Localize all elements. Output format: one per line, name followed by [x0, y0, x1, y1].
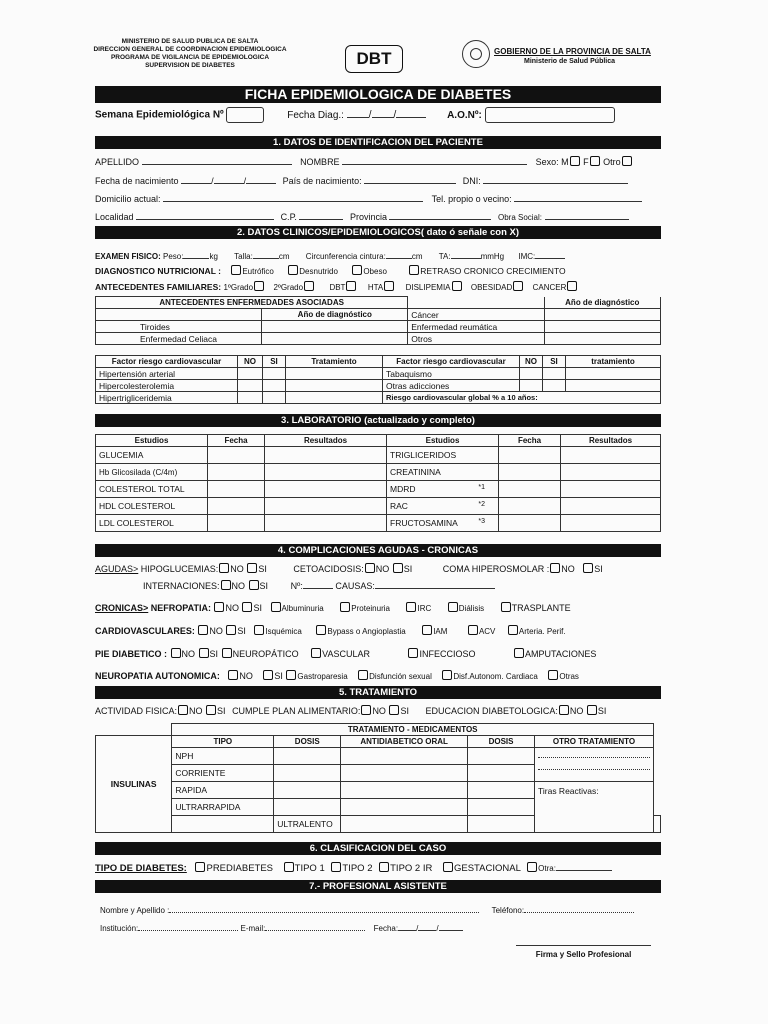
isquemica-label: Isquémica [265, 627, 302, 636]
antec-label: ANTECEDENTES FAMILIARES: [95, 282, 222, 292]
otras-label: Otras [559, 672, 579, 681]
otra-field[interactable] [556, 861, 612, 871]
bypass-checkbox[interactable] [316, 625, 326, 635]
no-label: NO [231, 581, 246, 591]
eutrofico-checkbox[interactable] [231, 265, 241, 275]
antec-anio-cell[interactable] [544, 321, 660, 333]
disfuncion-label: Disfunción sexual [369, 672, 432, 681]
si-label: SI [597, 706, 607, 716]
header-line: SUPERVISION DE DIABETES [145, 62, 235, 69]
ceto-si-checkbox[interactable] [393, 563, 403, 573]
cardio-si-checkbox[interactable] [226, 625, 236, 635]
antec-left-item: Tiroides [96, 321, 262, 333]
section2-title: 2. DATOS CLINICOS/EPIDEMIOLOGICOS( dato ó señale con X) [95, 226, 661, 239]
cronicas-label: CRONICAS> [95, 603, 149, 613]
retraso-label: RETRASO CRONICO [420, 266, 504, 276]
iam-label: IAM [433, 627, 448, 636]
peso-label: Peso: [163, 252, 184, 261]
diag-nut-label: DIAGNOSTICO NUTRICIONAL : [95, 266, 221, 276]
no-label: NO [225, 603, 239, 613]
sexo-f-checkbox[interactable] [590, 156, 600, 166]
antec-left-item: Enfermedad Celiaca [96, 333, 262, 345]
otro-trat-lines[interactable] [535, 747, 654, 781]
lab-right-study: MDRD *1 [387, 481, 499, 498]
section3-title: 3. LABORATORIO (actualizado y completo) [95, 414, 661, 427]
imc-field[interactable] [535, 249, 565, 259]
amputaciones-checkbox[interactable] [514, 648, 524, 658]
obesidad-checkbox[interactable] [513, 281, 523, 291]
prof-email-label: E-mail: [240, 924, 266, 933]
apellido-field[interactable] [142, 155, 292, 165]
circ-label: Circunferencia cintura: [305, 252, 386, 261]
no-label: NO [189, 706, 203, 716]
province-seal-icon [462, 40, 490, 68]
circ-field[interactable] [386, 249, 412, 259]
s4-row-internaciones [143, 579, 643, 591]
riesgo-head: NO [520, 356, 543, 368]
insulina-type: NPH [172, 747, 274, 764]
section1-title: 1. DATOS DE IDENTIFICACION DEL PACIENTE [95, 136, 661, 149]
no-label: NO [230, 564, 244, 574]
trat-head: TRATAMIENTO - MEDICAMENTOS [172, 724, 654, 736]
antec-right-item: Otros [408, 333, 544, 345]
si-label: SI [400, 706, 409, 716]
dislipemia-checkbox[interactable] [452, 281, 462, 291]
ao-label: A.O.Nº: [447, 109, 482, 121]
pais-label: País de nacimiento: [282, 176, 362, 186]
si-label: SI [253, 603, 262, 613]
antec-anio-cell[interactable] [262, 321, 408, 333]
no-label: NO [372, 706, 386, 716]
gastroparesia-checkbox[interactable] [286, 670, 296, 680]
plan-si-checkbox[interactable] [389, 705, 399, 715]
tipo2ir-label: TIPO 2 IR [390, 863, 433, 874]
act-no-checkbox[interactable] [178, 705, 188, 715]
disfaut-label: Disf.Autonom. Cardiaca [453, 672, 538, 681]
ta-field[interactable] [451, 249, 481, 259]
prof-inst-label: Institución: [100, 924, 139, 933]
trat-col: DOSIS [468, 735, 535, 747]
riesgo-left-item: Hipertrigliceridemia [96, 392, 238, 404]
coma-label: COMA HIPEROSMOLAR : [442, 564, 550, 574]
desnutrido-label: Desnutrido [299, 267, 338, 276]
si-label: SI [274, 671, 283, 681]
grado2-label: 2ºGrado [273, 283, 304, 292]
nefro-label: NEFROPATIA: [150, 603, 211, 613]
tel-field[interactable] [514, 192, 642, 202]
retraso-checkbox[interactable] [409, 265, 419, 275]
si-label: SI [259, 581, 269, 591]
prediabetes-label: PREDIABETES [206, 863, 274, 874]
hta-checkbox[interactable] [384, 281, 394, 291]
obra-social-field[interactable] [545, 210, 629, 220]
s7-row-inst: Institución: E-mail: Fecha: / / [100, 921, 660, 933]
prof-email-field[interactable] [265, 921, 365, 931]
lab-head: Fecha [208, 435, 265, 447]
hipo-no-checkbox[interactable] [219, 563, 229, 573]
fecha-nac-day[interactable] [181, 174, 211, 184]
tipo2ir-checkbox[interactable] [379, 862, 389, 872]
cardio-label: CARDIOVASCULARES: [95, 626, 195, 636]
s4-row-agudas [95, 563, 661, 574]
cm-unit: cm [278, 252, 290, 261]
antec-anio-cell[interactable] [262, 333, 408, 345]
semana-field[interactable] [226, 107, 264, 123]
gastroparesia-label: Gastroparesia [297, 672, 348, 681]
domicilio-field[interactable] [163, 192, 423, 202]
lab-left-study: LDL COLESTEROL [96, 515, 208, 532]
prof-fecha-year[interactable] [439, 921, 463, 931]
no-label: NO [209, 626, 223, 636]
provincia-field[interactable] [389, 210, 491, 220]
gestacional-checkbox[interactable] [443, 862, 453, 872]
pie-no-checkbox[interactable] [171, 648, 181, 658]
tipo1-label: TIPO 1 [294, 863, 325, 874]
s1-row-localidad [95, 210, 661, 222]
s4-row-neuroaut [95, 670, 661, 681]
coma-no-checkbox[interactable] [550, 563, 560, 573]
riesgo-right-item: Tabaquismo [383, 368, 520, 380]
acv-label: ACV [478, 627, 496, 636]
infeccioso-label: INFECCIOSO [419, 649, 476, 659]
pie-si-checkbox[interactable] [199, 648, 209, 658]
prof-inst-field[interactable] [138, 921, 238, 931]
tratamiento-table [95, 723, 661, 833]
pie-label: PIE DIABETICO : [95, 649, 168, 659]
educ-no-checkbox[interactable] [559, 705, 569, 715]
fecha-nac-year[interactable] [246, 174, 276, 184]
riesgo-head: SI [263, 356, 286, 368]
prof-nombre-label: Nombre y Apellido : [100, 906, 170, 915]
lab-left-study: Hb Glicosilada (C/4m) [96, 464, 208, 481]
obesidad-label: OBESIDAD [470, 283, 513, 292]
s5-row-actividad [95, 705, 661, 716]
s2-row-nutricional [95, 265, 661, 276]
insulina-type: RAPIDA [172, 781, 274, 798]
hipo-si-checkbox[interactable] [247, 563, 257, 573]
riesgo-head: tratamiento [566, 356, 661, 368]
apellido-label: APELLIDO [95, 157, 140, 167]
localidad-field[interactable] [136, 210, 274, 220]
neuroaut-no-checkbox[interactable] [228, 670, 238, 680]
plan-label: CUMPLE PLAN ALIMENTARIO: [232, 706, 361, 716]
coma-si-checkbox[interactable] [583, 563, 593, 573]
proteinuria-checkbox[interactable] [340, 602, 350, 612]
insulinas-label: INSULINAS [96, 735, 172, 832]
prediabetes-checkbox[interactable] [195, 862, 205, 872]
s4-row-nefropatia [95, 602, 661, 613]
no-label: NO [181, 649, 196, 659]
intern-si-checkbox[interactable] [249, 580, 259, 590]
government-header [494, 47, 651, 67]
dni-label: DNI: [462, 176, 481, 186]
mmhg-unit: mmHg [480, 252, 505, 261]
domicilio-label: Domicilio actual: [95, 194, 161, 204]
educ-si-checkbox[interactable] [587, 705, 597, 715]
riesgo-global: Riesgo cardiovascular global % a 10 años: [383, 392, 661, 404]
trasplante-checkbox[interactable] [501, 602, 511, 612]
prof-nombre-field[interactable] [169, 903, 479, 913]
form-title: FICHA EPIDEMIOLOGICA DE DIABETES [95, 86, 661, 103]
riesgo-left-item: Hipercolesterolemia [96, 380, 238, 392]
lab-right-study: TRIGLICERIDOS [387, 447, 499, 464]
antec-table-head: ANTECEDENTES ENFERMEDADES ASOCIADAS [96, 297, 408, 309]
nefro-si-checkbox[interactable] [242, 602, 252, 612]
sexo-m-checkbox[interactable] [570, 156, 580, 166]
localidad-label: Localidad [95, 212, 134, 222]
cp-field[interactable] [299, 210, 343, 220]
section7-title: 7.- PROFESIONAL ASISTENTE [95, 880, 661, 893]
s1-row-domicilio [95, 192, 661, 204]
nro-label: Nº: [290, 581, 303, 591]
irc-checkbox[interactable] [406, 602, 416, 612]
tiras-label: Tiras Reactivas: [535, 781, 654, 832]
lab-head: Resultados [265, 435, 387, 447]
plan-no-checkbox[interactable] [361, 705, 371, 715]
ceto-label: CETOACIDOSIS: [293, 564, 364, 574]
riesgo-head: Tratamiento [286, 356, 383, 368]
examen-label: EXAMEN FISICO: [95, 252, 161, 261]
kg-unit: kg [209, 252, 218, 261]
lab-head: Estudios [96, 435, 208, 447]
lab-right-study: FRUCTOSAMINA *3 [387, 515, 499, 532]
ministry-header [60, 38, 320, 70]
lab-right-study: RAC *2 [387, 498, 499, 515]
si-label: SI [403, 564, 413, 574]
infeccioso-checkbox[interactable] [408, 648, 418, 658]
semana-label: Semana Epidemiológica Nº [95, 109, 224, 121]
sexo-otro-label: Otro [603, 157, 621, 167]
otras-checkbox[interactable] [548, 670, 558, 680]
intern-no-checkbox[interactable] [221, 580, 231, 590]
trat-col: ANTIDIABETICO ORAL [341, 735, 468, 747]
trat-col: DOSIS [274, 735, 341, 747]
section6-title: 6. CLASIFICACION DEL CASO [95, 842, 661, 855]
riesgo-left-item: Hipertensión arterial [96, 368, 238, 380]
s4-row-cardio [95, 625, 661, 636]
riesgo-head: NO [238, 356, 263, 368]
antec-anio-head2: Año de diagnóstico [544, 297, 660, 309]
sexo-label: Sexo: M [535, 157, 569, 167]
disfuncion-checkbox[interactable] [358, 670, 368, 680]
intern-label: INTERNACIONES: [143, 581, 220, 591]
s2-row-antecedentes [95, 281, 661, 292]
desnutrido-checkbox[interactable] [288, 265, 298, 275]
lab-head: Fecha [499, 435, 561, 447]
tipo1-checkbox[interactable] [284, 862, 294, 872]
obeso-checkbox[interactable] [352, 265, 362, 275]
antecedentes-table [95, 296, 661, 345]
nombre-field[interactable] [342, 155, 527, 165]
trasplante-label: TRASPLANTE [511, 603, 571, 613]
insulina-type: ULTRALENTO [274, 815, 341, 832]
fecha-diag-label: Fecha Diag.: [287, 109, 344, 121]
s4-row-pie [95, 648, 661, 659]
dialisis-label: Diálisis [458, 604, 485, 613]
otra-checkbox[interactable] [527, 862, 537, 872]
no-label: NO [569, 706, 584, 716]
act-si-checkbox[interactable] [206, 705, 216, 715]
eutrofico-label: Eutrófico [242, 267, 274, 276]
si-label: SI [209, 649, 219, 659]
antec-right-item: Enfermedad reumática [408, 321, 544, 333]
ta-label: TA: [438, 252, 451, 261]
bypass-label: Bypass o Angioplastia [327, 627, 406, 636]
albuminuria-label: Albuminuria [281, 604, 324, 613]
si-label: SI [258, 564, 267, 574]
arteria-label: Arteria. Perif. [518, 627, 566, 636]
prof-fecha-month[interactable] [418, 921, 436, 931]
irc-label: IRC [417, 604, 432, 613]
disfaut-checkbox[interactable] [442, 670, 452, 680]
prof-fecha-day[interactable] [398, 921, 416, 931]
antec-anio-cell[interactable] [544, 309, 660, 321]
antec-anio-cell[interactable] [544, 333, 660, 345]
talla-label: Talla: [234, 252, 253, 261]
s6-row-tipo [95, 861, 661, 874]
riesgo-head: Factor riesgo cardiovascular [96, 356, 238, 368]
agudas-label: AGUDAS> [95, 564, 139, 574]
dislipemia-label: DISLIPEMIA [405, 283, 451, 292]
s1-row-nacimiento: Fecha de nacimiento / / País de nacimiento: DNI: [95, 174, 661, 186]
trat-col: TIPO [172, 735, 274, 747]
nefro-no-checkbox[interactable] [214, 602, 224, 612]
cardio-no-checkbox[interactable] [198, 625, 208, 635]
s7-row-nombre [100, 903, 660, 915]
peso-field[interactable] [183, 249, 209, 259]
prof-tel-field[interactable] [524, 903, 634, 913]
antec-anio-head: Año de diagnóstico [262, 309, 408, 321]
fecha-diag-year[interactable] [396, 108, 426, 118]
vascular-label: VASCULAR [322, 649, 370, 659]
provincia-label: Provincia [349, 212, 387, 222]
header-line: DIRECCION GENERAL DE COORDINACION EPIDEMIOLOGICA [93, 46, 287, 53]
talla-field[interactable] [253, 249, 279, 259]
no-label: NO [561, 564, 575, 574]
trat-col: OTRO TRATAMIENTO [535, 735, 654, 747]
nombre-label: NOMBRE [300, 157, 340, 167]
otra-label: Otra: [538, 864, 556, 873]
causas-field[interactable] [375, 579, 495, 589]
prof-tel-label: Teléfono: [491, 906, 525, 915]
lab-head: Resultados [561, 435, 661, 447]
lab-left-study: COLESTEROL TOTAL [96, 481, 208, 498]
iam-checkbox[interactable] [422, 625, 432, 635]
obeso-label: Obeso [363, 267, 387, 276]
dbt-label: DBT [329, 283, 346, 292]
arteria-checkbox[interactable] [508, 625, 518, 635]
tipo2-checkbox[interactable] [331, 862, 341, 872]
cancer-checkbox[interactable] [567, 281, 577, 291]
ceto-no-checkbox[interactable] [365, 563, 375, 573]
header-line: MINISTERIO DE SALUD PUBLICA DE SALTA [121, 38, 259, 45]
lab-right-study: CREATININA [387, 464, 499, 481]
riesgo-right-item: Otras adicciones [383, 380, 520, 392]
vascular-checkbox[interactable] [311, 648, 321, 658]
fecha-diag-month[interactable] [372, 108, 394, 118]
riesgo-head: Factor riesgo cardiovascular [383, 356, 520, 368]
obra-social-label: Obra Social: [497, 213, 543, 222]
proteinuria-label: Proteinuria [351, 604, 390, 613]
dbt-checkbox[interactable] [346, 281, 356, 291]
fecha-nac-month[interactable] [214, 174, 244, 184]
insulina-type: CORRIENTE [172, 764, 274, 781]
lab-left-study: HDL COLESTEROL [96, 498, 208, 515]
gestacional-label: GESTACIONAL [454, 863, 521, 874]
neuropatico-label: NEUROPÁTICO [232, 649, 299, 659]
neuroaut-label: NEUROPATIA AUTONOMICA: [95, 671, 220, 681]
fecha-diag-day[interactable] [347, 108, 369, 118]
fecha-nac-label: Fecha de nacimiento [95, 176, 179, 186]
grado2-checkbox[interactable] [304, 281, 314, 291]
insulina-type: ULTRARRAPIDA [172, 798, 274, 815]
hta-label: HTA [367, 283, 384, 292]
crecimiento-label: CRECIMIENTO [506, 266, 566, 276]
no-label: NO [239, 671, 253, 681]
si-label: SI [217, 706, 226, 716]
top-row: Semana Epidemiológica Nº Fecha Diag.: / / A.O.Nº: [95, 107, 661, 123]
prof-fecha-label: Fecha: [373, 924, 399, 933]
dialisis-checkbox[interactable] [448, 602, 458, 612]
sexo-otro-checkbox[interactable] [622, 156, 632, 166]
isquemica-checkbox[interactable] [254, 625, 264, 635]
lab-left-study: GLUCEMIA [96, 447, 208, 464]
nro-field[interactable] [303, 579, 333, 589]
no-label: NO [375, 564, 390, 574]
antec-right-item: Cáncer [408, 309, 544, 321]
s2-row-examen [95, 249, 661, 261]
albuminuria-checkbox[interactable] [271, 602, 281, 612]
neuroaut-si-checkbox[interactable] [263, 670, 273, 680]
cm2-unit: cm [411, 252, 423, 261]
section4-title: 4. COMPLICACIONES AGUDAS - CRONICAS [95, 544, 661, 557]
tipo-label: TIPO DE DIABETES: [95, 863, 187, 874]
gob-line1: GOBIERNO DE LA PROVINCIA DE SALTA [494, 47, 651, 56]
educ-label: EDUCACION DIABETOLOGICA: [425, 706, 558, 716]
laboratorio-table [95, 434, 661, 532]
riesgo-table [95, 355, 661, 404]
tipo2-label: TIPO 2 [342, 863, 373, 874]
s1-row-apellido [95, 155, 661, 167]
acv-checkbox[interactable] [468, 625, 478, 635]
ao-field[interactable] [485, 107, 615, 123]
neuropatico-checkbox[interactable] [222, 648, 232, 658]
firma-label: Firma y Sello Profesional [516, 945, 651, 959]
actividad-label: ACTIVIDAD FISICA: [95, 706, 178, 716]
riesgo-head: SI [543, 356, 566, 368]
grado1-checkbox[interactable] [254, 281, 264, 291]
dni-field[interactable] [483, 174, 628, 184]
sexo-f-label: F [583, 157, 589, 167]
hipo-label: HIPOGLUCEMIAS: [140, 564, 219, 574]
cancer-label: CANCER [532, 283, 567, 292]
tel-label: Tel. propio o vecino: [431, 194, 512, 204]
imc-label: IMC: [518, 252, 536, 261]
causas-label: CAUSAS: [335, 581, 375, 591]
gob-line2: Ministerio de Salud Pública [524, 58, 616, 65]
section5-title: 5. TRATAMIENTO [95, 686, 661, 699]
amputaciones-label: AMPUTACIONES [525, 649, 597, 659]
lab-head: Estudios [387, 435, 499, 447]
header-line: PROGRAMA DE VIGILANCIA DE EPIDEMIOLOGICA [110, 54, 270, 61]
cp-label: C.P. [280, 212, 297, 222]
pais-field[interactable] [364, 174, 456, 184]
si-label: SI [237, 626, 246, 636]
grado1-label: 1ºGrado [223, 283, 254, 292]
dbt-badge: DBT [345, 45, 403, 73]
si-label: SI [594, 564, 603, 574]
